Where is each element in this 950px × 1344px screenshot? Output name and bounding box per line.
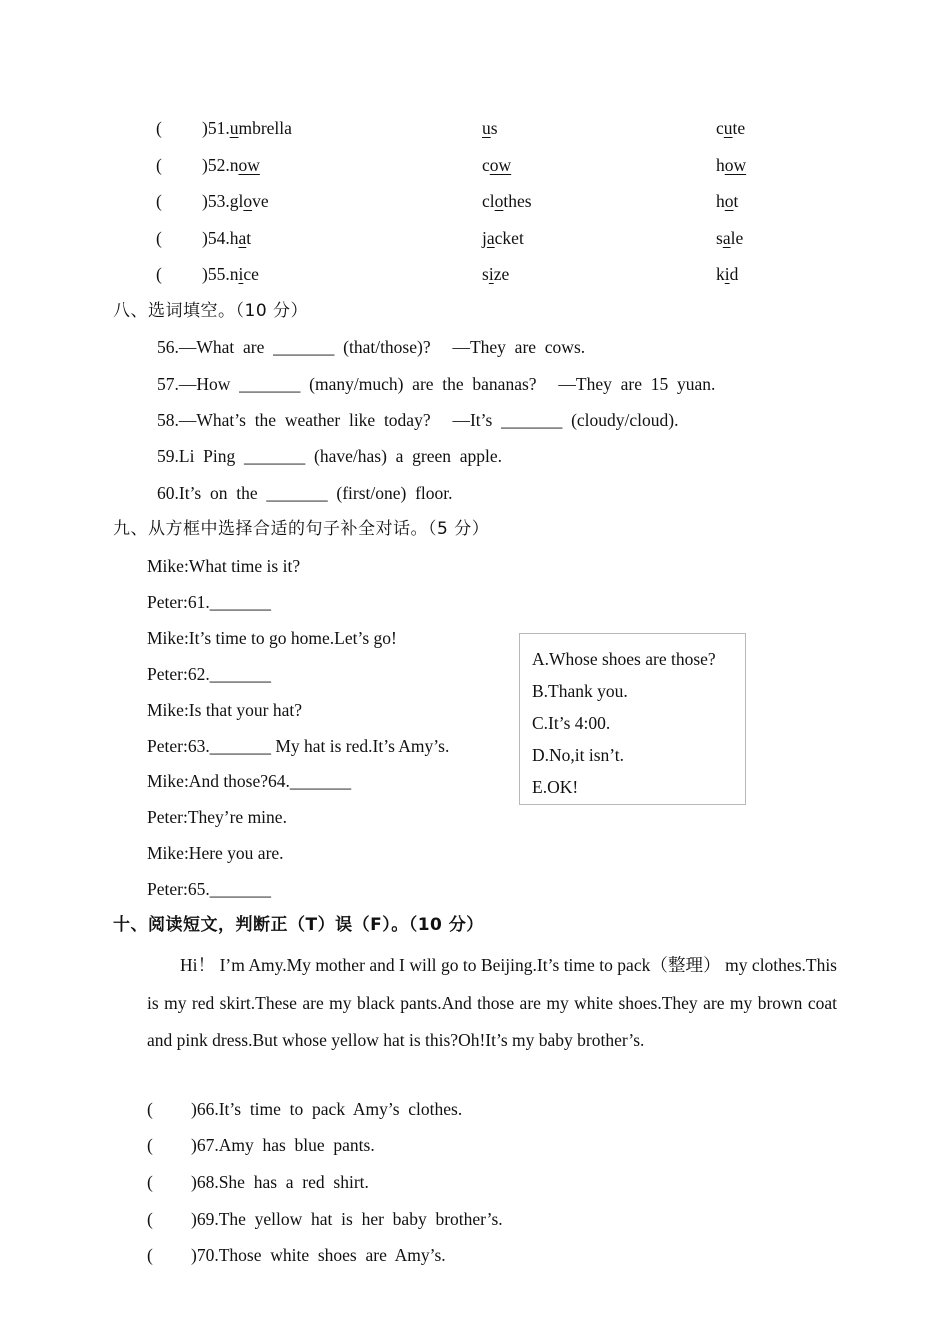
answer-paren: ( (156, 191, 162, 211)
dialogue-line: Peter:61._______ (147, 592, 271, 612)
option-c: C.It’s 4:00. (532, 713, 611, 733)
answer-paren: ( (156, 264, 162, 284)
options-box (519, 633, 746, 805)
reading-passage: Hi！ I’m Amy.My mother and I will go to Beijing.It’s time to pack（整理） my clothes.This is my red skirt.These are my black pants.And those are my white shoes.They are my brown coat and pink dress.But whose yellow hat is this?Oh!It’s my baby brother’s. (147, 955, 837, 1050)
true-false-statement: )70.Those white shoes are Amy’s. (191, 1245, 446, 1265)
fill-blank-item: 56.—What are _______ (that/those)? —They are cows. (157, 337, 586, 357)
phonics-word: )55.nice (202, 264, 259, 284)
phonics-option-b: clothes (482, 191, 532, 211)
phonics-option-b: jacket (482, 228, 524, 248)
section-10-title: 十、阅读短文，判断正（T）误（F）。（10 分） (113, 915, 484, 935)
phonics-word: )52.now (202, 155, 260, 175)
phonics-word: )53.glove (202, 191, 269, 211)
fill-blank-item: 57.—How _______ (many/much) are the bananas? —They are 15 yuan. (157, 374, 716, 394)
option-d: D.No,it isn’t. (532, 745, 625, 765)
phonics-option-b: us (482, 118, 498, 138)
phonics-option-c: sale (716, 228, 744, 248)
fill-blank-item: 59.Li Ping _______ (have/has) a green apple. (157, 446, 503, 466)
answer-paren: ( (147, 1245, 153, 1265)
phonics-option-c: how (716, 155, 747, 175)
dialogue-line: Mike:Here you are. (147, 843, 284, 863)
dialogue-line: Peter:They’re mine. (147, 807, 287, 827)
phonics-word: )51.umbrella (202, 118, 292, 138)
answer-paren: ( (147, 1172, 153, 1192)
phonics-option-b: cow (482, 155, 512, 175)
dialogue-line: Peter:62._______ (147, 664, 271, 684)
dialogue-line: Mike:And those?64._______ (147, 771, 352, 791)
section-8-title: 八、选词填空。（10 分） (113, 301, 309, 321)
fill-blank-item: 58.—What’s the weather like today? —It’s _______ (cloudy/cloud). (157, 410, 679, 430)
option-e: E.OK! (532, 777, 579, 797)
true-false-statement: )67.Amy has blue pants. (191, 1135, 375, 1155)
answer-paren: ( (156, 228, 162, 248)
phonics-word: )54.hat (202, 228, 252, 248)
true-false-statement: )68.She has a red shirt. (191, 1172, 369, 1192)
phonics-option-c: hot (716, 191, 739, 211)
true-false-statement: )66.It’s time to pack Amy’s clothes. (191, 1099, 463, 1119)
option-b: B.Thank you. (532, 681, 628, 701)
true-false-statement: )69.The yellow hat is her baby brother’s. (191, 1209, 503, 1229)
answer-paren: ( (156, 118, 162, 138)
fill-blank-item: 60.It’s on the _______ (first/one) floor. (157, 483, 453, 503)
phonics-option-b: size (482, 264, 510, 284)
dialogue-line: Mike:What time is it? (147, 556, 301, 576)
phonics-option-c: kid (716, 264, 739, 284)
dialogue-line: Peter:63._______ My hat is red.It’s Amy’s. (147, 736, 450, 756)
answer-paren: ( (147, 1209, 153, 1229)
dialogue-line: Mike:Is that your hat? (147, 700, 303, 720)
section-9-title: 九、从方框中选择合适的句子补全对话。（5 分） (113, 519, 490, 539)
answer-paren: ( (147, 1099, 153, 1119)
dialogue-line: Peter:65._______ (147, 879, 271, 899)
option-a: A.Whose shoes are those? (532, 649, 716, 669)
dialogue-line: Mike:It’s time to go home.Let’s go! (147, 628, 397, 648)
phonics-option-c: cute (716, 118, 746, 138)
answer-paren: ( (156, 155, 162, 175)
answer-paren: ( (147, 1135, 153, 1155)
